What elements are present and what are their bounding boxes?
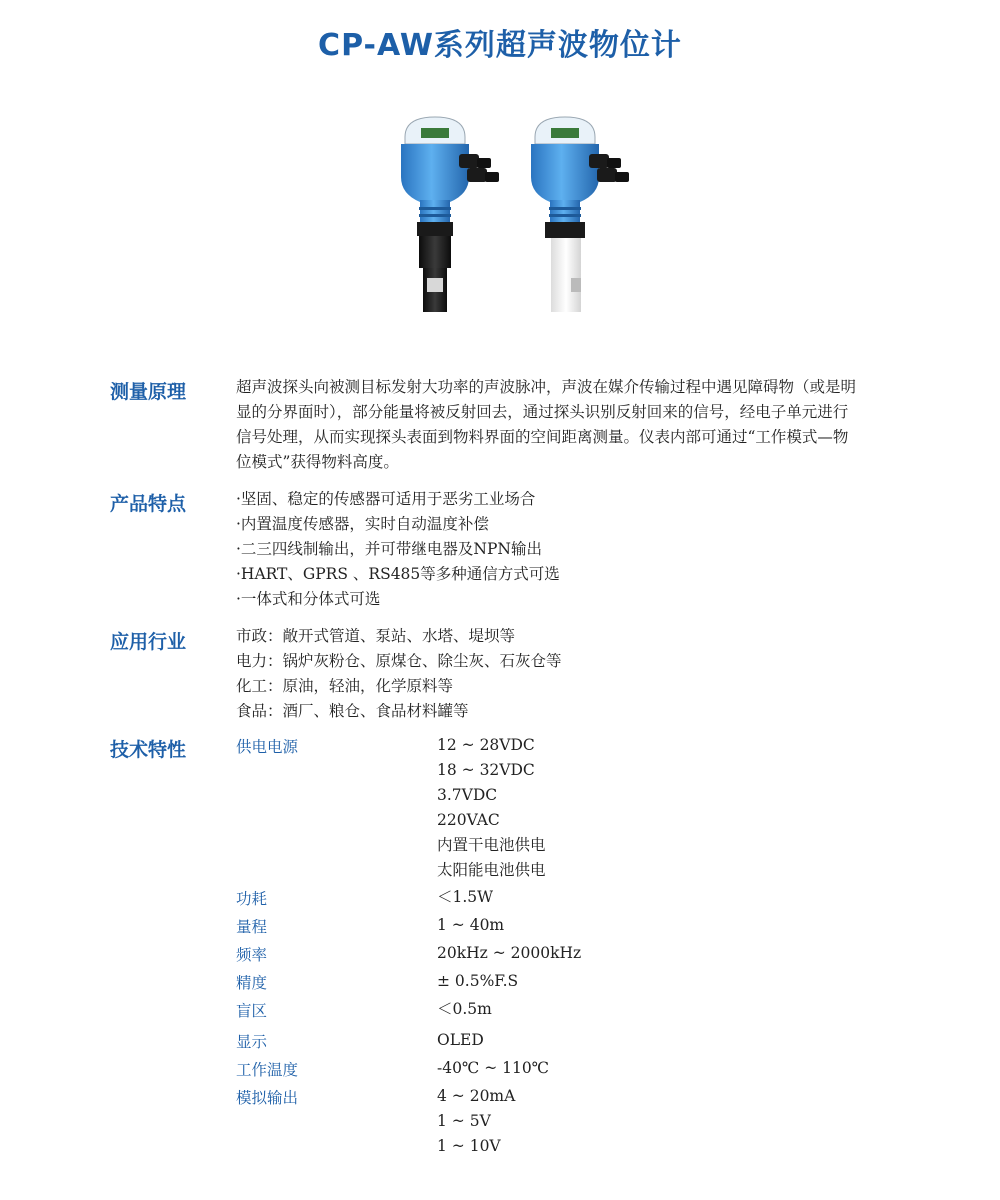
spec-value-power-supply <box>437 733 546 883</box>
spec-value-line: 内置干电池供电 <box>437 836 546 854</box>
spec-value-line: 18 ~ 32VDC <box>437 761 535 779</box>
section-label-features: 产品特点 <box>110 493 187 515</box>
spec-value-accuracy <box>437 969 518 994</box>
spec-name-range: 量程 <box>236 918 268 936</box>
spec-value-power-consumption <box>437 885 493 910</box>
spec-name-frequency: 频率 <box>236 946 268 964</box>
industry-list <box>236 624 562 724</box>
spec-name-accuracy: 精度 <box>236 974 268 992</box>
spec-name-blind-zone: 盲区 <box>236 1002 268 1020</box>
industry-item: 电力：锅炉灰粉仓、原煤仓、除尘灰、石灰仓等 <box>236 652 562 670</box>
spec-value-display <box>437 1028 484 1053</box>
device-black-probe <box>401 117 499 312</box>
spec-value-line: 3.7VDC <box>437 786 498 804</box>
spec-value-analog-output <box>437 1084 515 1159</box>
spec-value-line: 12 ~ 28VDC <box>437 736 535 754</box>
feature-item: ·坚固、稳定的传感器可适用于恶劣工业场合 <box>236 490 536 508</box>
spec-value-line: OLED <box>437 1031 484 1049</box>
spec-value-line: 太阳能电池供电 <box>437 861 546 879</box>
spec-value-range <box>437 913 504 938</box>
feature-item: ·一体式和分体式可选 <box>236 590 381 608</box>
section-label-principle: 测量原理 <box>110 381 187 403</box>
spec-value-line: ＜1.5W <box>437 888 494 906</box>
industry-item: 市政：敞开式管道、泵站、水塔、堤坝等 <box>236 627 516 645</box>
principle-line: 信号处理，从而实现探头表面到物料界面的空间距离测量。仪表内部可通过“工作模式—物 <box>236 428 849 446</box>
spec-value-line: 1 ~ 10V <box>437 1137 501 1155</box>
spec-name-analog-output: 模拟输出 <box>236 1089 299 1107</box>
spec-value-line: ＜0.5m <box>437 1000 492 1018</box>
spec-value-line: 20kHz ~ 2000kHz <box>437 944 582 962</box>
principle-line: 显的分界面时），部分能量将被反射回去，通过探头识别反射回来的信号，经电子单元进行 <box>236 403 849 421</box>
industry-item: 化工：原油，轻油，化学原料等 <box>236 677 454 695</box>
spec-name-power-supply: 供电电源 <box>236 738 299 756</box>
section-label-specs: 技术特性 <box>110 739 187 761</box>
product-image <box>395 112 630 322</box>
feature-item: ·内置温度传感器，实时自动温度补偿 <box>236 515 489 533</box>
spec-name-power-consumption: 功耗 <box>236 890 268 908</box>
spec-value-line: -40℃ ~ 110℃ <box>437 1059 550 1077</box>
spec-value-line: 1 ~ 40m <box>437 916 505 934</box>
feature-list <box>236 487 560 612</box>
spec-value-frequency <box>437 941 581 966</box>
spec-name-display: 显示 <box>236 1033 268 1051</box>
spec-value-line: ± 0.5%F.S <box>437 972 519 990</box>
feature-item: ·二三四线制输出，并可带继电器及NPN输出 <box>236 540 542 558</box>
principle-paragraph <box>236 375 956 475</box>
principle-line: 位模式”获得物料高度。 <box>236 453 399 471</box>
spec-value-operating-temperature <box>437 1056 549 1081</box>
feature-item: ·HART、GPRS 、RS485等多种通信方式可选 <box>236 565 560 583</box>
spec-value-blind-zone <box>437 997 492 1022</box>
device-white-probe <box>531 117 629 312</box>
industry-item: 食品：酒厂、粮仓、食品材料罐等 <box>236 702 469 720</box>
spec-value-line: 4 ~ 20mA <box>437 1087 516 1105</box>
spec-value-line: 1 ~ 5V <box>437 1112 491 1130</box>
page-title: CP-AW系列超声波物位计 <box>318 28 682 63</box>
principle-line: 超声波探头向被测目标发射大功率的声波脉冲，声波在媒介传输过程中遇见障碍物（或是明 <box>236 378 857 396</box>
spec-name-operating-temperature: 工作温度 <box>236 1061 299 1079</box>
spec-value-line: 220VAC <box>437 811 500 829</box>
section-label-industries: 应用行业 <box>110 631 187 653</box>
